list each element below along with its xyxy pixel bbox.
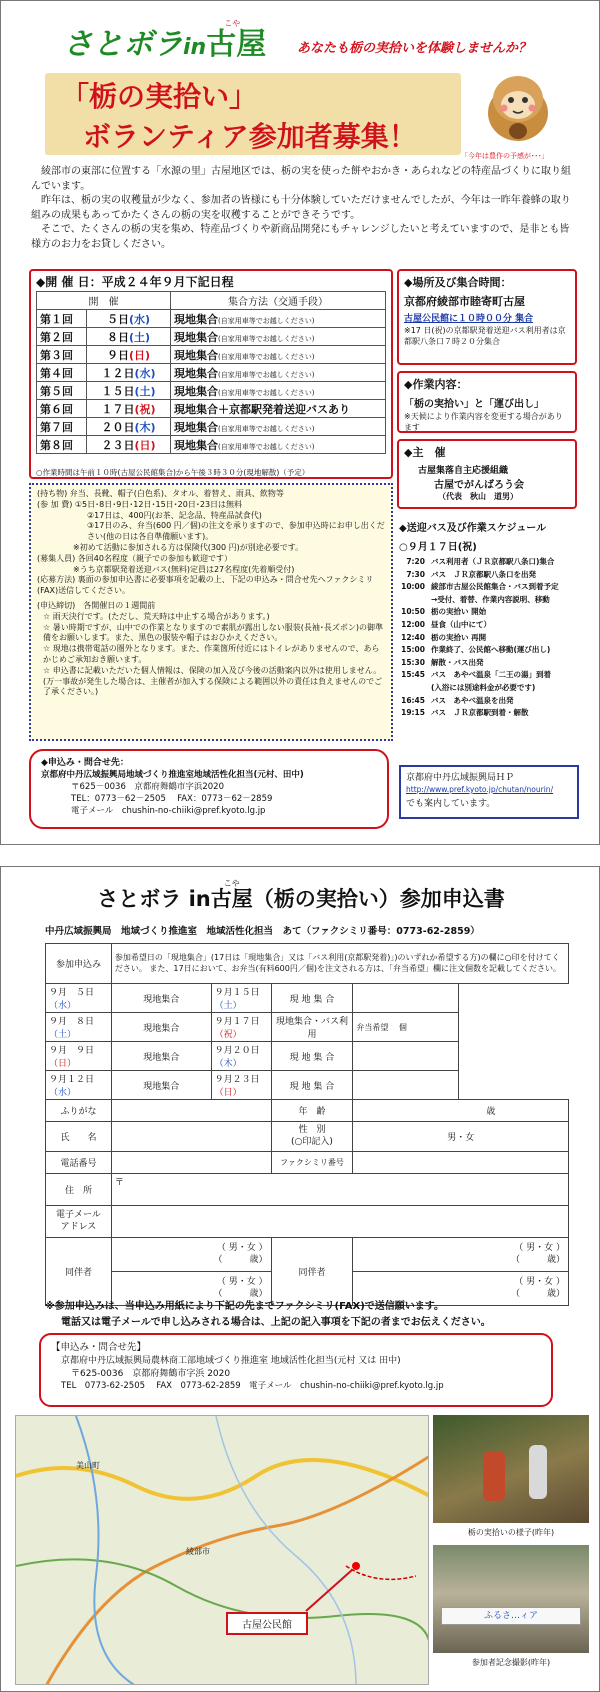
schedule-method: 現地集合(自家用車等でお越しください) bbox=[171, 328, 386, 346]
schedule-table bbox=[36, 291, 386, 454]
map-graphic bbox=[16, 1416, 429, 1685]
place-box bbox=[397, 269, 577, 365]
address-row bbox=[46, 1174, 569, 1206]
email-row bbox=[46, 1206, 569, 1238]
bus-schedule-row bbox=[399, 632, 589, 645]
meet-option[interactable]: 現 地 集 合 bbox=[271, 1042, 353, 1071]
companion-row bbox=[46, 1238, 569, 1272]
phone-label: 電話番号 bbox=[46, 1152, 112, 1174]
address-field[interactable]: 〒 bbox=[111, 1174, 568, 1206]
series-in: in bbox=[183, 35, 207, 60]
instructions-row bbox=[46, 944, 569, 984]
date-option[interactable]: ９月１５日（土） bbox=[211, 984, 271, 1013]
work-box bbox=[397, 371, 577, 433]
name-row bbox=[46, 1122, 569, 1152]
detail-item: (募集人員) 各回40名程度（親子での参加も歓迎です） bbox=[37, 553, 232, 563]
schedule-round: 第３回 bbox=[37, 346, 87, 364]
date-option[interactable]: ９月 ８日（土） bbox=[46, 1013, 112, 1042]
bus-schedule-row bbox=[399, 707, 589, 720]
bus-time: 7:30 bbox=[406, 569, 425, 579]
sex-label: 性 別 (○印記入) bbox=[271, 1122, 353, 1152]
bus-activity: 解散・バス出発 bbox=[431, 657, 484, 667]
detail-item: ☆ 現地は携帯電話の圏外となります。また、作業箇所付近にはトイレがありませんので、あらかじめご承知おき願います。 bbox=[43, 644, 380, 664]
form-contact-tel: TEL 0773-62-2505 FAX 0773-62-2859 電子メール chushin-no-chiiki@pref.kyoto.lg.jp bbox=[61, 1381, 444, 1391]
bus-date: ○９月１７日(祝) bbox=[399, 542, 477, 553]
date-option[interactable]: ９月２３日（日） bbox=[211, 1071, 271, 1100]
schedule-date: １２日(水) bbox=[87, 364, 171, 382]
detail-item: ☆ 暑い時期ですが、山中での作業となりますので素肌が露出しない服装(長袖･長ズボン)の御準備をお願いします。また、黒色の服装や帽子はおひかえください。 bbox=[43, 622, 383, 643]
headline-line1: 「栃の実拾い」 bbox=[61, 80, 258, 113]
meet-option[interactable]: 現 地 集 合 bbox=[271, 984, 353, 1013]
date-option[interactable]: ９月 ５日（水） bbox=[46, 984, 112, 1013]
bus-time: 12:40 bbox=[401, 632, 425, 642]
schedule-footnote: ○作業時間は午前１０時(古屋公民館集合)から午後３時３０分(現地解散)（予定） bbox=[36, 468, 310, 477]
age-label: 年 齢 bbox=[271, 1100, 353, 1122]
companion-label-2: 同伴者 bbox=[271, 1238, 353, 1306]
schedule-header bbox=[37, 292, 386, 310]
schedule-round: 第８回 bbox=[37, 436, 87, 454]
mascot-illustration bbox=[475, 59, 561, 145]
companion-field[interactable]: （ 男・女 ） （ 歳） bbox=[111, 1238, 271, 1272]
detail-item: (申込締切) 各開催日の１週間前 bbox=[37, 600, 156, 610]
schedule-row bbox=[37, 346, 386, 364]
meet-option[interactable]: 現地集合 bbox=[111, 984, 211, 1013]
place-address: 京都府綾部市睦寄町古屋 bbox=[404, 295, 525, 308]
bus-time: 16:45 bbox=[401, 695, 425, 705]
meet-option[interactable]: 現地集合・バス利用 bbox=[271, 1013, 353, 1042]
map-town-label: 綾部市 bbox=[186, 1547, 210, 1556]
schedule-method: 現地集合(自家用車等でお越しください) bbox=[171, 436, 386, 454]
date-option[interactable]: ９月２０日（木） bbox=[211, 1042, 271, 1071]
bus-time: 10:50 bbox=[401, 607, 425, 617]
detail-item: ※初めて活動に参加される方は保険代(300 円)が別途必要です。 bbox=[73, 542, 304, 552]
detail-item: (応募方法) 裏面の参加申込書に必要事項を記載の上、下記の申込み・問合せ先へファクシミリ(FAX)送信してください。 bbox=[37, 575, 374, 596]
age-unit: 歳 bbox=[486, 1107, 496, 1117]
submission-note-1: ※参加申込みは、当申込み用紙により下記の先までファクシミリ(FAX)で送信願います。 bbox=[45, 1301, 444, 1312]
name-field[interactable] bbox=[111, 1122, 271, 1152]
date-option-row bbox=[46, 1042, 569, 1071]
web-link[interactable]: http://www.pref.kyoto.jp/chutan/nourin/ bbox=[406, 785, 554, 794]
meet-option[interactable]: 現地集合 bbox=[111, 1071, 211, 1100]
place-meet: 古屋公民館に１０時００分 集合 bbox=[404, 314, 534, 324]
photo2-caption: 参加者記念撮影(昨年) bbox=[471, 1658, 551, 1667]
form-contact-title: 【申込み・問合せ先】 bbox=[51, 1342, 147, 1353]
address-label: 住 所 bbox=[46, 1174, 112, 1206]
application-table bbox=[45, 943, 569, 1306]
photo-figure bbox=[483, 1451, 505, 1501]
form-contact-box bbox=[39, 1333, 553, 1407]
intro-text bbox=[31, 165, 575, 252]
contact-box bbox=[29, 749, 389, 829]
form-contact-address: 〒625-0036 京都府舞鶴市字浜 2020 bbox=[71, 1369, 231, 1379]
series-place: 古屋 こや bbox=[206, 19, 267, 62]
bus-title: ◆送迎バス及び作業スケジュール bbox=[399, 523, 547, 534]
map-town-label: 美山町 bbox=[76, 1461, 100, 1470]
furigana-label: ふりがな bbox=[46, 1100, 112, 1122]
name-label: 氏 名 bbox=[46, 1122, 112, 1152]
sex-field[interactable]: 男・女 bbox=[353, 1122, 569, 1152]
bus-activity: バス ＪＲ京都駅八条口を出発 bbox=[431, 569, 536, 579]
series-logo bbox=[63, 19, 266, 63]
schedule-method: 現地集合(自家用車等でお越しください) bbox=[171, 364, 386, 382]
date-option-row bbox=[46, 984, 569, 1013]
schedule-method: 現地集合＋京都駅発着送迎バスあり bbox=[171, 400, 386, 418]
meet-option[interactable]: 現地集合 bbox=[111, 1013, 211, 1042]
bus-activity: 栃の実拾い 再開 bbox=[431, 632, 487, 642]
companion-field[interactable]: （ 男・女 ） （ 歳） bbox=[353, 1272, 569, 1306]
contact-mail[interactable]: 電子メール chushin-no-chiiki@pref.kyoto.lg.jp bbox=[71, 806, 266, 816]
schedule-method: 現地集合(自家用車等でお越しください) bbox=[171, 310, 386, 328]
detail-item: ※うち京都駅発着送迎バス(無料)定員は27名程度(先着順受付) bbox=[73, 564, 295, 574]
series-title: さとボラ bbox=[63, 27, 183, 62]
detail-item: (参 加 費) ①5日･8日･9日･12日･15日･20日･23日は無料 bbox=[37, 499, 243, 509]
application-form-page bbox=[0, 866, 600, 1692]
furigana-field[interactable] bbox=[111, 1100, 271, 1122]
flyer-page bbox=[0, 0, 600, 845]
schedule-date: ５日(水) bbox=[87, 310, 171, 328]
submission-note-2: 電話又は電子メールで申し込みされる場合は、上記の記入事項を下記の者までお伝えください。 bbox=[61, 1317, 491, 1328]
bus-time bbox=[399, 594, 431, 607]
bus-schedule-row bbox=[399, 644, 589, 657]
blank-cell bbox=[353, 1071, 459, 1100]
date-option[interactable]: ９月 ９日（日） bbox=[46, 1042, 112, 1071]
schedule-row bbox=[37, 436, 386, 454]
details-box bbox=[29, 483, 393, 741]
form-contact-org: 京都府中丹広域振興局農林商工部地域づくり推進室 地域活性化担当(元村 又は 田中) bbox=[61, 1356, 401, 1366]
contact-tel: TEL：0773－62－2505 FAX：0773－62－2859 bbox=[71, 794, 273, 804]
map-location-label: 古屋公民館 bbox=[226, 1612, 308, 1635]
contact-address: 〒625－0036 京都府舞鶴市字浜2020 bbox=[71, 782, 224, 792]
bus-schedule-row bbox=[399, 606, 589, 619]
area-map[interactable] bbox=[15, 1415, 429, 1685]
bus-activity: →受付、着替、作業内容説明、移動 bbox=[431, 594, 550, 604]
work-title: ◆作業内容： bbox=[404, 378, 468, 391]
bus-activity: バス ＪＲ京都駅到着・解散 bbox=[431, 708, 529, 718]
apply-instructions: 参加希望日の「現地集合」(17日は「現地集合」又は「バス利用(京都駅発着)」)のいずれか希望する方)の欄に○印を付けてください。 また、17日において、お弁当(有料600円／個)を注文される方は、「弁当希望」欄に注文個数を記載してください。 bbox=[111, 944, 568, 984]
blank-cell bbox=[353, 984, 459, 1013]
bus-schedule bbox=[399, 519, 589, 720]
schedule-title: ◆開 催 日：平成２４年９月下記日程 bbox=[36, 275, 234, 289]
headline-banner bbox=[45, 73, 461, 155]
web-note: でも案内しています。 bbox=[406, 799, 496, 809]
detail-item: (持ち物) 弁当、長靴、帽子(白色系)、タオル、着替え、雨具、飲物等 bbox=[37, 489, 284, 498]
blank-cell bbox=[353, 1042, 459, 1071]
contact-org: 京都府中丹広域振興局地域づくり推進室地域活性化担当(元村、田中) bbox=[41, 770, 304, 780]
col-method-header: 集合方法（交通手段） bbox=[171, 292, 386, 310]
bus-time: 15:30 bbox=[401, 657, 425, 667]
fax-label: ファクシミリ番号 bbox=[271, 1152, 353, 1174]
web-box bbox=[399, 765, 579, 819]
bus-time: 15:00 bbox=[401, 645, 425, 655]
date-option-row bbox=[46, 1013, 569, 1042]
bus-schedule-row bbox=[399, 556, 589, 569]
detail-item: ☆ 雨天決行です。(ただし、荒天時は中止する場合があります。) bbox=[43, 611, 270, 621]
meet-option[interactable]: 現地集合 bbox=[111, 1042, 211, 1071]
addressee: 中丹広域振興局 地域づくり推進室 地域活性化担当 あて（ファクシミリ番号：0773-62-2859） bbox=[45, 926, 480, 937]
schedule-method: 現地集合(自家用車等でお越しください) bbox=[171, 382, 386, 400]
bus-time: 12:00 bbox=[401, 619, 425, 629]
bus-schedule-row bbox=[399, 682, 589, 695]
bus-schedule-row bbox=[399, 581, 589, 594]
schedule-method: 現地集合(自家用車等でお越しください) bbox=[171, 418, 386, 436]
date-option[interactable]: ９月１７日（祝） bbox=[211, 1013, 271, 1042]
apply-label: 参加申込み bbox=[46, 944, 112, 984]
companion-field[interactable]: （ 男・女 ） （ 歳） bbox=[353, 1238, 569, 1272]
photo-chestnut-picking bbox=[433, 1415, 589, 1523]
schedule-row bbox=[37, 328, 386, 346]
form-title-place: 古屋 こや bbox=[210, 879, 253, 911]
bus-activity: (入浴には別途料金が必要です) bbox=[431, 682, 536, 692]
bus-schedule-row bbox=[399, 619, 589, 632]
bus-time: 7:20 bbox=[406, 557, 425, 566]
detail-item: ③17日のみ、弁当(600 円／個)の注文を承りますので、参加申込時にお申し出ください(他の日は各自準備願います)。 bbox=[87, 521, 385, 542]
bus-activity: 昼食（山中にて） bbox=[431, 619, 491, 629]
contact-title: ◆申込み・問合せ先： bbox=[41, 758, 129, 768]
col-date-header: 開 催 bbox=[37, 292, 171, 310]
schedule-method: 現地集合(自家用車等でお越しください) bbox=[171, 346, 386, 364]
form-title-ruby: こや bbox=[223, 879, 240, 888]
schedule-box bbox=[29, 269, 393, 479]
companion-field[interactable]: （ 男・女 ） （ 歳） bbox=[111, 1272, 271, 1306]
date-option[interactable]: ９月１２日（水） bbox=[46, 1071, 112, 1100]
fax-field[interactable] bbox=[353, 1152, 569, 1174]
host-org1: 古屋集落自主応援組織 bbox=[418, 466, 509, 476]
schedule-row bbox=[37, 364, 386, 382]
schedule-date: ８日(土) bbox=[87, 328, 171, 346]
schedule-date: ２３日(日) bbox=[87, 436, 171, 454]
work-content: 「栃の実拾い」と「運び出し」 bbox=[404, 399, 544, 410]
bus-schedule-row bbox=[399, 695, 589, 708]
schedule-round: 第１回 bbox=[37, 310, 87, 328]
phone-row bbox=[46, 1152, 569, 1174]
detail-item: ☆ 申込書に記載いただいた個人情報は、保険の加入及び今後の活動案内以外は使用しません。(万一事故が発生した場合は、主催者が加入する保険による範囲以外の責任は負えませんのでご了承ください。) bbox=[43, 665, 383, 697]
host-box bbox=[397, 439, 577, 509]
schedule-round: 第６回 bbox=[37, 400, 87, 418]
schedule-date: １７日(祝) bbox=[87, 400, 171, 418]
email-field[interactable] bbox=[111, 1206, 568, 1238]
bus-time: 10:00 bbox=[401, 582, 425, 592]
host-rep: （代表 秋山 道男） bbox=[438, 492, 518, 501]
bus-activity: バス あやべ温泉「二王の湯」到着 bbox=[431, 670, 551, 680]
companion-label: 同伴者 bbox=[46, 1238, 112, 1306]
web-title: 京都府中丹広域振興局ＨＰ bbox=[406, 773, 515, 783]
schedule-date: １５日(土) bbox=[87, 382, 171, 400]
schedule-round: 第７回 bbox=[37, 418, 87, 436]
bus-activity: 綾部市古屋公民館集合・バス到着予定 bbox=[431, 582, 559, 592]
schedule-round: 第２回 bbox=[37, 328, 87, 346]
form-title-a: さとボラ in bbox=[97, 887, 211, 911]
age-field[interactable] bbox=[353, 1100, 569, 1122]
phone-field[interactable] bbox=[111, 1152, 271, 1174]
form-title bbox=[1, 879, 600, 913]
bento-field[interactable]: 弁当希望 個 bbox=[353, 1013, 459, 1042]
bus-schedule-row bbox=[399, 669, 589, 682]
bus-schedule-row bbox=[399, 594, 589, 607]
bus-time bbox=[399, 682, 431, 695]
bus-time: 15:45 bbox=[401, 670, 425, 680]
schedule-round: 第５回 bbox=[37, 382, 87, 400]
photo-banner: ふるさ…ィア bbox=[441, 1607, 581, 1625]
meet-option[interactable]: 現 地 集 合 bbox=[271, 1071, 353, 1100]
date-option-row bbox=[46, 1071, 569, 1100]
bus-activity: バス あやべ温泉を出発 bbox=[431, 695, 514, 705]
bus-time: 19:15 bbox=[401, 708, 425, 718]
bus-activity: バス利用者（ＪＲ京都駅八条口)集合 bbox=[431, 557, 555, 566]
bus-schedule-row bbox=[399, 569, 589, 582]
headline-line2: ボランティア参加者募集！ bbox=[83, 120, 417, 153]
tagline: あなたも栃の実拾いを体験しませんか？ bbox=[297, 41, 532, 56]
host-title: ◆主 催 bbox=[404, 446, 446, 459]
schedule-date: ２０日(木) bbox=[87, 418, 171, 436]
detail-item: ②17日は、400円(お茶、記念品、特産品試食代) bbox=[87, 510, 262, 520]
schedule-date: ９日(日) bbox=[87, 346, 171, 364]
photo-figure bbox=[529, 1445, 547, 1499]
schedule-row bbox=[37, 400, 386, 418]
series-ruby: こや bbox=[224, 19, 241, 28]
intro-paragraph: そこで、たくさんの栃の実を集め、特産品づくりや新商品開発にもチャレンジしたいと考えていますので、是非とも皆様方のお力をお貸しください。 bbox=[31, 224, 570, 250]
schedule-row bbox=[37, 382, 386, 400]
schedule-row bbox=[37, 310, 386, 328]
photo1-caption: 栃の実拾いの様子(昨年) bbox=[467, 1528, 555, 1537]
intro-paragraph: 綾部市の東部に位置する「水源の里」古屋地区では、栃の実を使った餅やおかき・あられなどの特産品づくりに取り組んでいます。 bbox=[31, 166, 571, 192]
schedule-row bbox=[37, 418, 386, 436]
bus-schedule-row bbox=[399, 657, 589, 670]
mascot-caption: 「今年は豊作の予感が･･･」 bbox=[461, 152, 549, 160]
bus-activity: 作業終了、公民館へ移動(運び出し) bbox=[431, 645, 551, 655]
furigana-row bbox=[46, 1100, 569, 1122]
place-note: ※17 日(祝)の京都駅発着送迎バス利用者は京都駅八条口７時２０分集合 bbox=[404, 326, 566, 346]
host-org2: 古屋でがんばろう会 bbox=[434, 480, 524, 491]
place-title: ◆場所及び集合時間： bbox=[404, 276, 512, 289]
photo-group bbox=[433, 1545, 589, 1653]
email-label: 電子メール アドレス bbox=[46, 1206, 112, 1238]
work-note: ※天候により作業内容を変更する場合があります bbox=[404, 412, 563, 432]
intro-paragraph: 昨年は、栃の実の収穫量が少なく、参加者の皆様にも十分体験していただけませんでしたが、今年は一昨年養蜂の取り組みの成果もあってかたくさんの栃の実を収穫することができそうです。 bbox=[31, 195, 571, 221]
schedule-round: 第４回 bbox=[37, 364, 87, 382]
bus-activity: 栃の実拾い 開始 bbox=[431, 607, 487, 617]
form-title-b: （栃の実拾い）参加申込書 bbox=[252, 887, 505, 911]
